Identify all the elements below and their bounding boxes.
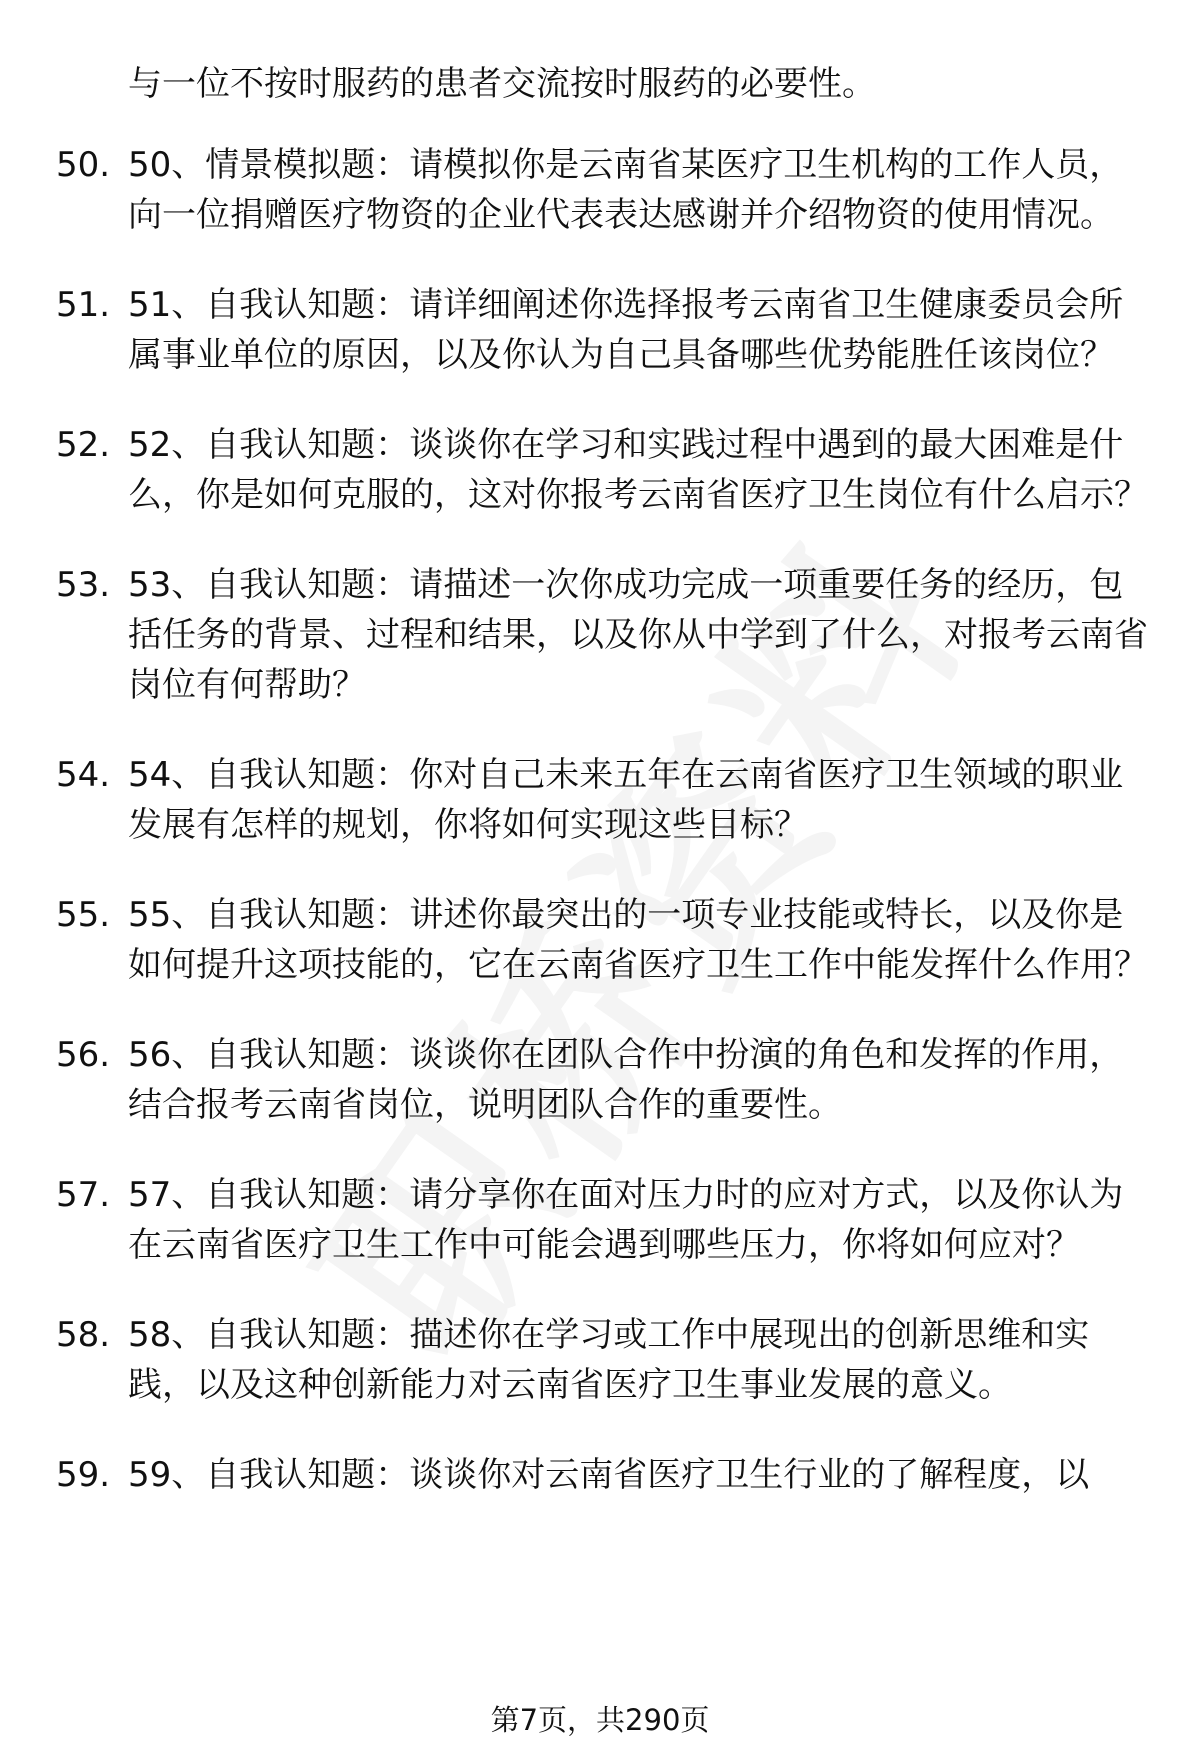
question-text: 57、自我认知题：请分享你在面对压力时的应对方式，以及你认为在云南省医疗卫生工作中可能会遇到哪些压力，你将如何应对？	[128, 1175, 1124, 1265]
question-number: 57.	[56, 1175, 111, 1215]
question-number: 54.	[56, 755, 111, 795]
continuation-line: 与一位不按时服药的患者交流按时服药的必要性。	[128, 64, 876, 104]
question-item	[0, 1310, 1200, 1410]
page-footer: 第7页，共290页	[490, 1703, 710, 1737]
question-text: 59、自我认知题：谈谈你对云南省医疗卫生行业的了解程度，以	[128, 1455, 1090, 1495]
question-number: 58.	[56, 1315, 111, 1355]
question-item	[0, 890, 1200, 990]
question-text: 50、情景模拟题：请模拟你是云南省某医疗卫生机构的工作人员，向一位捐赠医疗物资的企业代表表达感谢并介绍物资的使用情况。	[128, 145, 1124, 235]
question-number: 53.	[56, 565, 111, 605]
question-text: 51、自我认知题：请详细阐述你选择报考云南省卫生健康委员会所属事业单位的原因，以及你认为自己具备哪些优势能胜任该岗位？	[128, 285, 1124, 375]
question-text: 58、自我认知题：描述你在学习或工作中展现出的创新思维和实践，以及这种创新能力对云南省医疗卫生事业发展的意义。	[128, 1315, 1090, 1405]
question-text: 55、自我认知题：讲述你最突出的一项专业技能或特长，以及你是如何提升这项技能的，它在云南省医疗卫生工作中能发挥什么作用？	[128, 895, 1148, 985]
question-number: 51.	[56, 285, 111, 325]
question-item	[0, 420, 1200, 520]
question-item	[0, 560, 1200, 710]
question-item	[0, 1450, 1200, 1500]
question-text: 54、自我认知题：你对自己未来五年在云南省医疗卫生领域的职业发展有怎样的规划，你将如何实现这些目标？	[128, 755, 1124, 845]
question-text: 52、自我认知题：谈谈你在学习和实践过程中遇到的最大困难是什么，你是如何克服的，这对你报考云南省医疗卫生岗位有什么启示？	[128, 425, 1148, 515]
question-item	[0, 280, 1200, 380]
question-text: 53、自我认知题：请描述一次你成功完成一项重要任务的经历，包括任务的背景、过程和结果，以及你从中学到了什么，对报考云南省岗位有何帮助？	[128, 565, 1148, 705]
question-number: 50.	[56, 145, 111, 185]
question-text: 56、自我认知题：谈谈你在团队合作中扮演的角色和发挥的作用，结合报考云南省岗位，说明团队合作的重要性。	[128, 1035, 1124, 1125]
question-number: 59.	[56, 1455, 111, 1495]
question-item	[0, 750, 1200, 850]
question-number: 52.	[56, 425, 111, 465]
question-number: 55.	[56, 895, 111, 935]
question-list	[0, 140, 1200, 1540]
question-number: 56.	[56, 1035, 111, 1075]
question-item	[0, 140, 1200, 240]
question-item	[0, 1170, 1200, 1270]
question-item	[0, 1030, 1200, 1130]
